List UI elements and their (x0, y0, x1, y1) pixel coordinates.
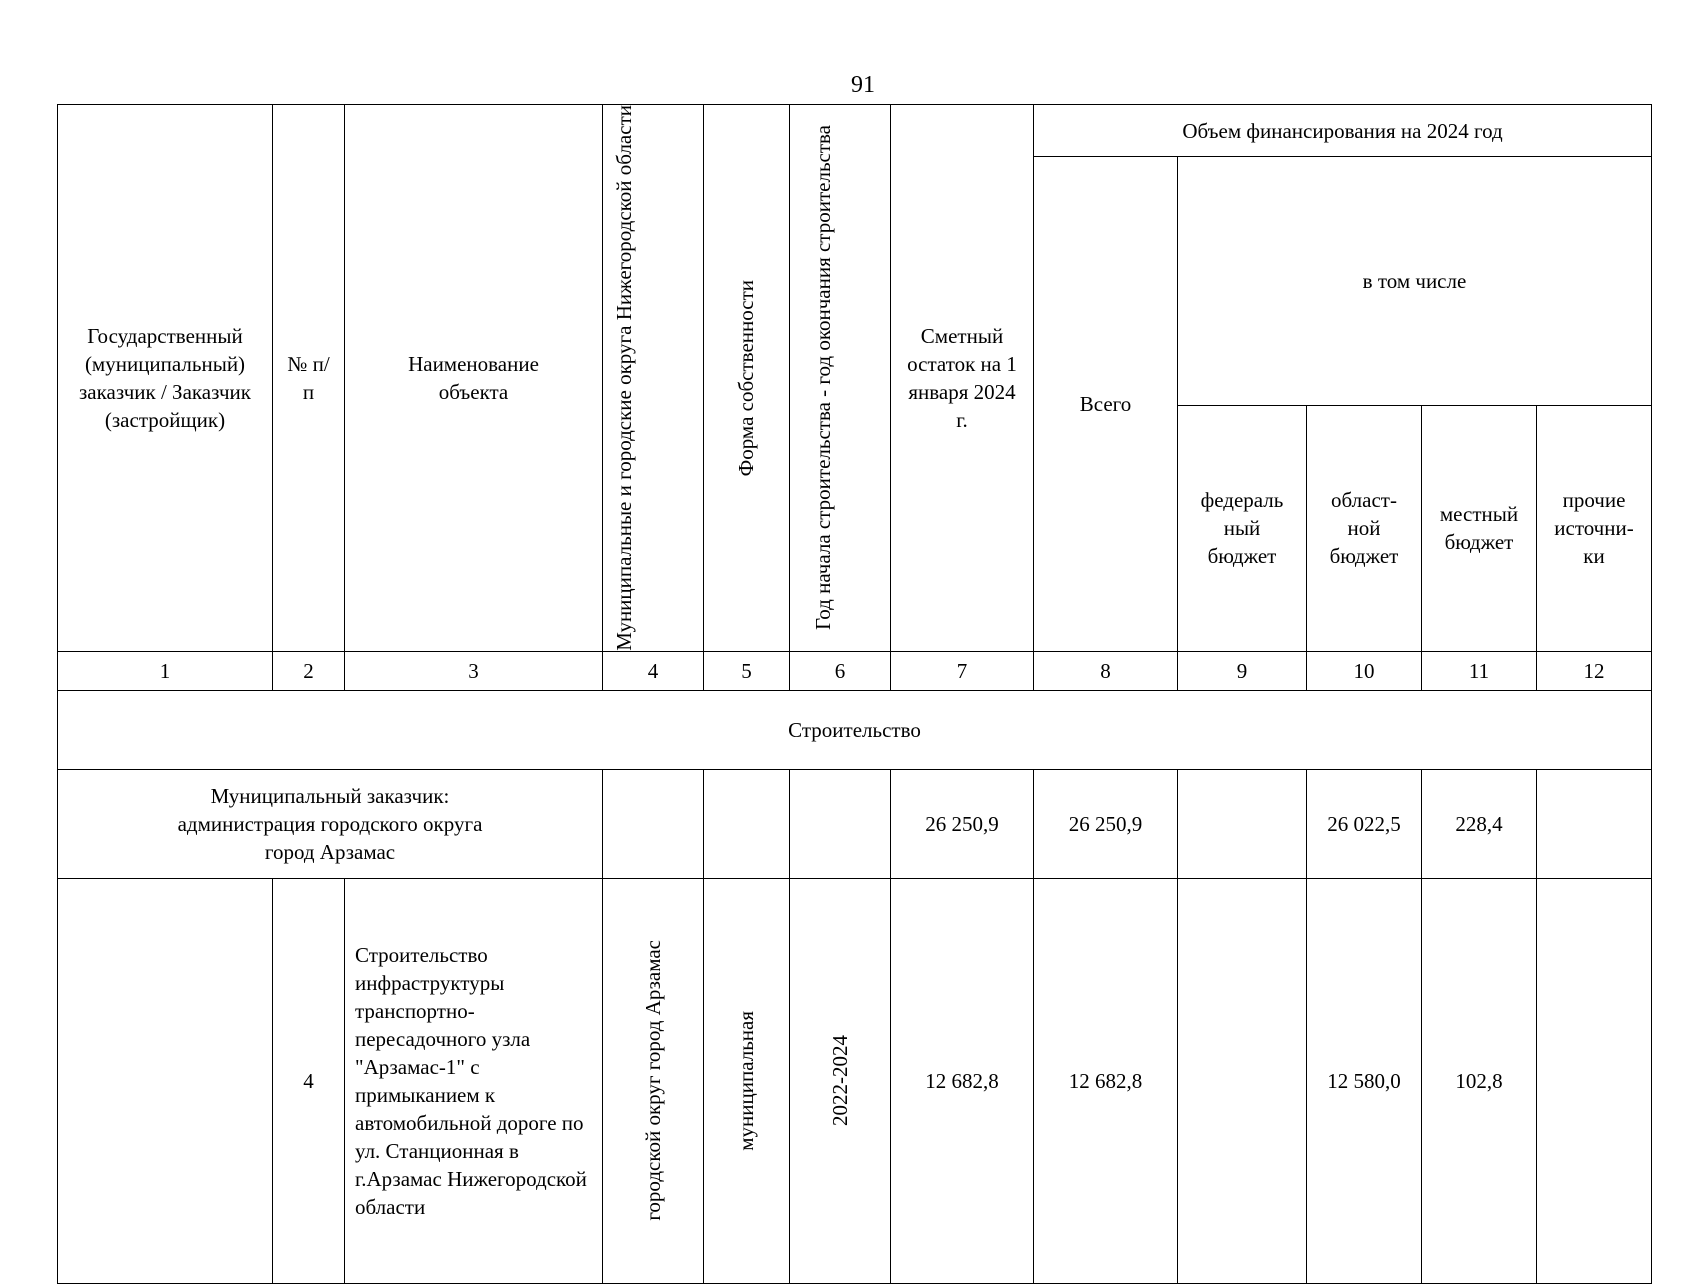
customer-other (1537, 769, 1652, 878)
object-estimate: 12 682,8 (891, 878, 1034, 1283)
colnum-5: 5 (704, 651, 790, 690)
object-district: городской округ город Арзамас (603, 878, 704, 1283)
colnum-10: 10 (1307, 651, 1422, 690)
header-ownership: Форма собственности (704, 105, 790, 652)
header-total: Всего (1034, 157, 1178, 652)
colnum-1: 1 (58, 651, 273, 690)
header-estimate: Сметный остаток на 1 января 2024 г. (891, 105, 1034, 652)
colnum-6: 6 (790, 651, 891, 690)
header-local: местный бюджет (1422, 405, 1537, 651)
customer-estimate: 26 250,9 (891, 769, 1034, 878)
customer-name: Муниципальный заказчик: администрация городского округа город Арзамас (58, 769, 603, 878)
header-including: в том числе (1178, 157, 1652, 406)
customer-federal (1178, 769, 1307, 878)
header-customer: Государственный (муниципальный) заказчик / Заказчик (застройщик) (58, 105, 273, 652)
object-other (1537, 878, 1652, 1283)
customer-regional: 26 022,5 (1307, 769, 1422, 878)
object-regional: 12 580,0 (1307, 878, 1422, 1283)
header-other: прочие источни- ки (1537, 405, 1652, 651)
customer-row (58, 769, 1652, 878)
header-regional: област- ной бюджет (1307, 405, 1422, 651)
customer-total: 26 250,9 (1034, 769, 1178, 878)
investment-table (57, 104, 1652, 1284)
object-customer (58, 878, 273, 1283)
object-years: 2022-2024 (790, 878, 891, 1283)
colnum-2: 2 (273, 651, 345, 690)
header-number: № п/п (273, 105, 345, 652)
colnum-11: 11 (1422, 651, 1537, 690)
section-row (58, 690, 1652, 769)
colnum-7: 7 (891, 651, 1034, 690)
header-row-1 (58, 105, 1652, 157)
header-federal: федераль ный бюджет (1178, 405, 1307, 651)
column-numbers-row (58, 651, 1652, 690)
colnum-9: 9 (1178, 651, 1307, 690)
customer-ownership (704, 769, 790, 878)
colnum-4: 4 (603, 651, 704, 690)
header-object-name: Наименование объекта (345, 105, 603, 652)
object-local: 102,8 (1422, 878, 1537, 1283)
customer-years (790, 769, 891, 878)
object-name: Строительство инфраструктуры транспортно-пересадочного узла "Арзамас-1" с примыканием к автомобильной дороге по ул. Станционная в г.Арзамас Нижегородской области (345, 878, 603, 1283)
object-federal (1178, 878, 1307, 1283)
section-title: Строительство (58, 690, 1652, 769)
colnum-3: 3 (345, 651, 603, 690)
header-funding: Объем финансирования на 2024 год (1034, 105, 1652, 157)
object-number: 4 (273, 878, 345, 1283)
customer-district (603, 769, 704, 878)
colnum-8: 8 (1034, 651, 1178, 690)
colnum-12: 12 (1537, 651, 1652, 690)
page-number: 91 (851, 72, 875, 98)
object-total: 12 682,8 (1034, 878, 1178, 1283)
object-ownership: муниципальная (704, 878, 790, 1283)
header-years: Год начала строительства - год окончания строительства (790, 105, 891, 652)
customer-local: 228,4 (1422, 769, 1537, 878)
object-row (58, 878, 1652, 1283)
header-district: Муниципальные и городские округа Нижегородской области (603, 105, 704, 652)
